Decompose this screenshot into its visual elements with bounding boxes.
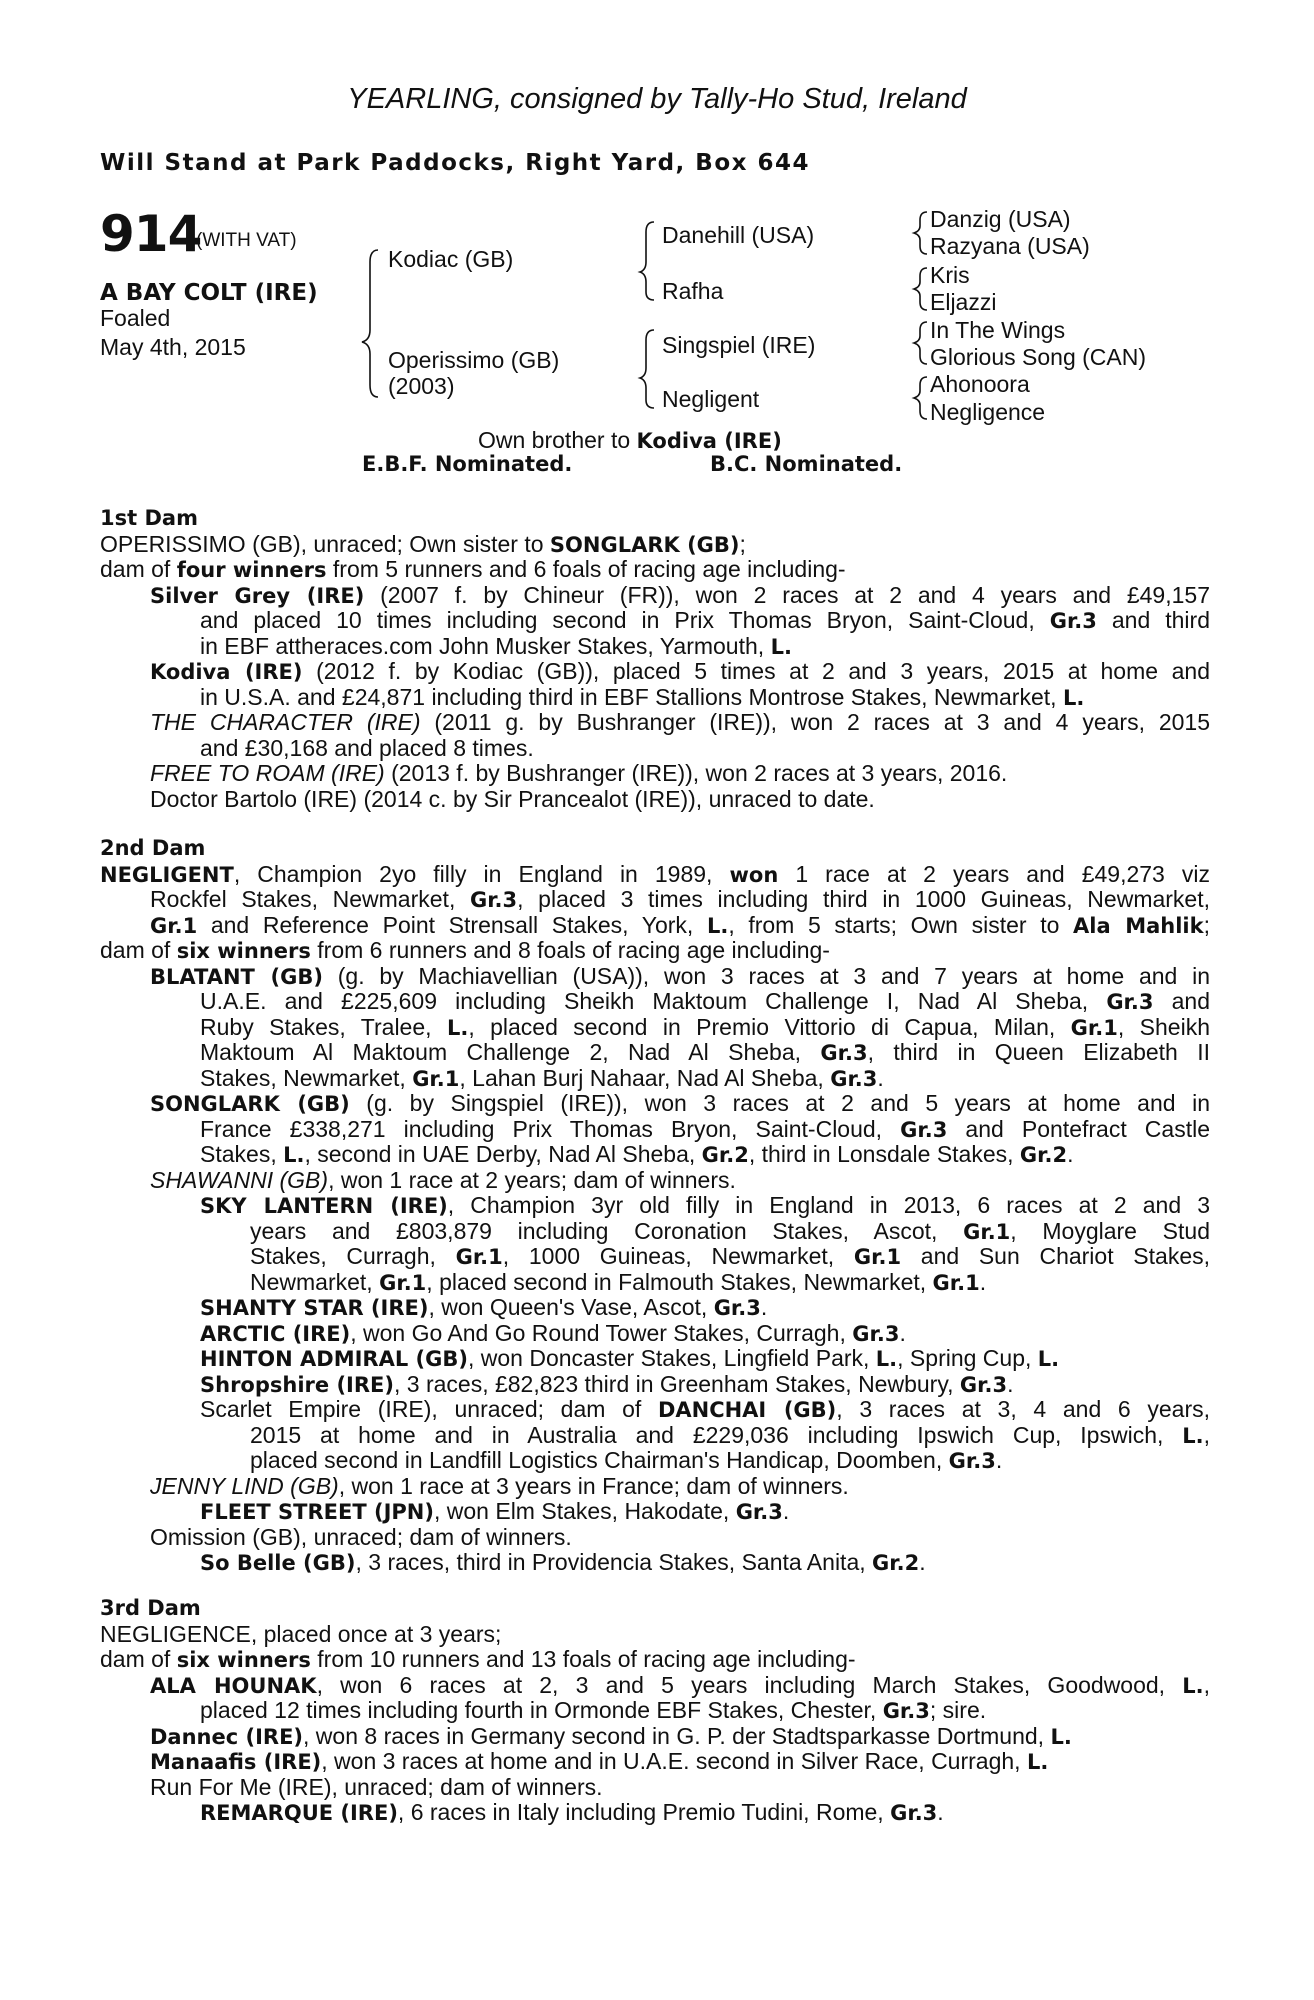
vat-label: (WITH VAT) [196,230,297,251]
kodiva-entry: Kodiva (IRE) (2012 f. by Kodiac (GB)), placed 5 times at 2 and 3 years, 2015 at home and [150,658,1210,684]
the-character-entry: THE CHARACTER (IRE) (2011 g. by Bushranger (IRE)), won 2 races at 3 and 4 years, 2015 [150,709,1210,735]
negligence-line: NEGLIGENCE, placed once at 3 years; [100,1620,502,1647]
blatant-entry-2: U.A.E. and £225,609 including Sheikh Maktoum Challenge I, Nad Al Sheba, Gr.3 and [200,988,1211,1014]
blatant-entry-5: Stakes, Newmarket, Gr.1, Lahan Burj Nahaar, Nad Al Sheba, Gr.3. [200,1064,884,1091]
g3-4: Eljazzi [930,289,997,315]
g3-3: Kris [930,262,970,288]
pedigree-braces [0,0,1314,440]
ala-hounak-entry: ALA HOUNAK, won 6 races at 2, 3 and 5 years including March Stakes, Goodwood, L., [150,1671,1210,1698]
songlark-entry-2: France £338,271 including Prix Thomas Bryon, Saint-Cloud, Gr.3 and Pontefract Castle [200,1115,1210,1142]
remarque-entry: REMARQUE (IRE), 6 races in Italy including Premio Tudini, Rome, Gr.3. [200,1799,944,1825]
sky-lantern-entry-2: years and £803,879 including Coronation Stakes, Ascot, Gr.1, Moyglare Stud [250,1217,1210,1244]
third-dam-title: 3rd Dam [100,1596,201,1620]
arctic-entry: ARCTIC (IRE), won Go And Go Round Tower Stakes, Curragh, Gr.3. [200,1319,906,1346]
manaafis-entry: Manaafis (IRE), won 3 races at home and in U.A.E. second in Silver Race, Curragh, L. [150,1748,1049,1774]
g3-2: Razyana (USA) [930,233,1090,259]
own-brother-line [478,427,782,454]
omission-entry: Omission (GB), unraced; dam of winners. [150,1523,572,1550]
g3-6: Glorious Song (CAN) [930,344,1147,370]
dannec-entry: Dannec (IRE), won 8 races in Germany second in G. P. der Stadtsparkasse Dortmund, L. [150,1722,1072,1749]
stand-location: Will Stand at Park Paddocks, Right Yard, Box 644 [100,150,810,176]
third-dam-section [100,1596,1210,1826]
blatant-entry-4: Maktoum Al Maktoum Challenge 2, Nad Al Sheba, Gr.3, third in Queen Elizabeth II [200,1039,1210,1065]
g3-5: In The Wings [930,317,1066,343]
doctor-bartolo-entry: Doctor Bartolo (IRE) (2014 c. by Sir Prancealot (IRE)), unraced to date. [150,785,875,812]
second-dam-section [100,836,1210,1576]
second-dam-title: 2nd Dam [100,836,206,860]
bc-nominated: B.C. Nominated. [710,452,903,476]
scarlet-empire-entry-2: 2015 at home and in Australia and £229,036 including Ipswich Cup, Ipswich, L., [250,1421,1210,1448]
own-brother-name: Kodiva (IRE) [636,429,782,453]
scarlet-empire-entry: Scarlet Empire (IRE), unraced; dam of DANCHAI (GB), 3 races at 3, 4 and 6 years, [200,1396,1211,1422]
g3-7: Ahonoora [930,371,1030,397]
ala-hounak-entry-2: placed 12 times including fourth in Ormonde EBF Stakes, Chester, Gr.3; sire. [200,1697,987,1723]
hinton-admiral-entry: HINTON ADMIRAL (GB), won Doncaster Stakes, Lingfield Park, L., Spring Cup, L. [200,1345,1060,1371]
run-for-me-entry: Run For Me (IRE), unraced; dam of winners. [150,1773,603,1800]
blatant-entry-3: Ruby Stakes, Tralee, L., placed second in Premio Vittorio di Capua, Milan, Gr.1, Sheikh [200,1013,1210,1040]
dam-year: (2003) [388,373,455,399]
foaled-date: May 4th, 2015 [100,334,246,360]
jenny-lind-entry: JENNY LIND (GB), won 1 race at 3 years in France; dam of winners. [150,1472,849,1499]
sky-lantern-entry-4: Newmarket, Gr.1, placed second in Falmouth Stakes, Newmarket, Gr.1. [250,1268,987,1295]
negligent-line-2: Rockfel Stakes, Newmarket, Gr.3, placed 3 times including third in 1000 Guineas, Newmarket, [150,886,1210,912]
first-dam-summary: dam of four winners from 5 runners and 6 foals of racing age including- [100,556,846,582]
kodiva-entry-2: in U.S.A. and £24,871 including third in EBF Stallions Montrose Stakes, Newmarket, L. [200,683,1085,710]
negligent-line-3: Gr.1 and Reference Point Strensall Stakes, York, L., from 5 starts; Own sister to Ala Mahlik; [150,911,1210,938]
g3-1: Danzig (USA) [930,206,1071,232]
sire-sire: Danehill (USA) [662,222,815,248]
negligence-summary: dam of six winners from 10 runners and 13 foals of racing age including- [100,1646,856,1672]
first-dam-line: OPERISSIMO (GB), unraced; Own sister to SONGLARK (GB); [100,530,746,557]
fleet-street-entry: FLEET STREET (JPN), won Elm Stakes, Hakodate, Gr.3. [200,1498,790,1524]
dam-dam: Negligent [662,386,760,412]
sire-dam: Rafha [662,278,724,304]
shanty-star-entry: SHANTY STAR (IRE), won Queen's Vase, Ascot, Gr.3. [200,1294,768,1320]
own-brother-prefix: Own brother to [478,427,637,453]
sky-lantern-entry-3: Stakes, Curragh, Gr.1, 1000 Guineas, Newmarket, Gr.1 and Sun Chariot Stakes, [250,1243,1210,1269]
first-dam-section [100,506,1210,812]
first-dam-title: 1st Dam [100,506,198,530]
ebf-nominated: E.B.F. Nominated. [362,452,573,476]
silver-grey-entry: Silver Grey (IRE) (2007 f. by Chineur (FR)), won 2 races at 2 and 4 years and £49,157 [150,581,1210,608]
dam: Operissimo (GB) [388,347,560,373]
shawanni-entry: SHAWANNI (GB), won 1 race at 2 years; dam of winners. [150,1166,736,1193]
consignor-line: YEARLING, consigned by Tally-Ho Stud, Ireland [347,83,967,115]
sire: Kodiac (GB) [388,246,514,272]
dam-sire: Singspiel (IRE) [662,332,816,358]
songlark-entry: SONGLARK (GB) (g. by Singspiel (IRE)), won 3 races at 2 and 5 years at home and in [150,1090,1210,1116]
g3-8: Negligence [930,399,1046,425]
lot-number: 914 [100,205,202,263]
negligent-summary: dam of six winners from 6 runners and 8 foals of racing age including- [100,937,830,963]
lot-description: A BAY COLT (IRE) [100,280,318,306]
so-belle-entry: So Belle (GB), 3 races, third in Providencia Stakes, Santa Anita, Gr.2. [200,1549,926,1575]
songlark-entry-3: Stakes, L., second in UAE Derby, Nad Al Sheba, Gr.2, third in Lonsdale Stakes, Gr.2. [200,1141,1074,1167]
scarlet-empire-entry-3: placed second in Landfill Logistics Chairman's Handicap, Doomben, Gr.3. [250,1447,1003,1473]
foaled-label: Foaled [100,305,171,331]
silver-grey-entry-2: and placed 10 times including second in Prix Thomas Bryon, Saint-Cloud, Gr.3 and third [200,607,1210,633]
silver-grey-entry-3: in EBF attheraces.com John Musker Stakes, Yarmouth, L. [200,632,792,659]
sky-lantern-entry: SKY LANTERN (IRE), Champion 3yr old filly in England in 2013, 6 races at 2 and 3 [200,1192,1210,1218]
free-to-roam-entry: FREE TO ROAM (IRE) (2013 f. by Bushranger (IRE)), won 2 races at 3 years, 2016. [150,760,1008,786]
blatant-entry: BLATANT (GB) (g. by Machiavellian (USA)), won 3 races at 3 and 7 years at home and in [150,962,1210,989]
negligent-line-1: NEGLIGENT, Champion 2yo filly in England in 1989, won 1 race at 2 years and £49,273 viz [100,860,1211,887]
shropshire-entry: Shropshire (IRE), 3 races, £82,823 third in Greenham Stakes, Newbury, Gr.3. [200,1370,1014,1397]
the-character-entry-2: and £30,168 and placed 8 times. [200,734,534,761]
